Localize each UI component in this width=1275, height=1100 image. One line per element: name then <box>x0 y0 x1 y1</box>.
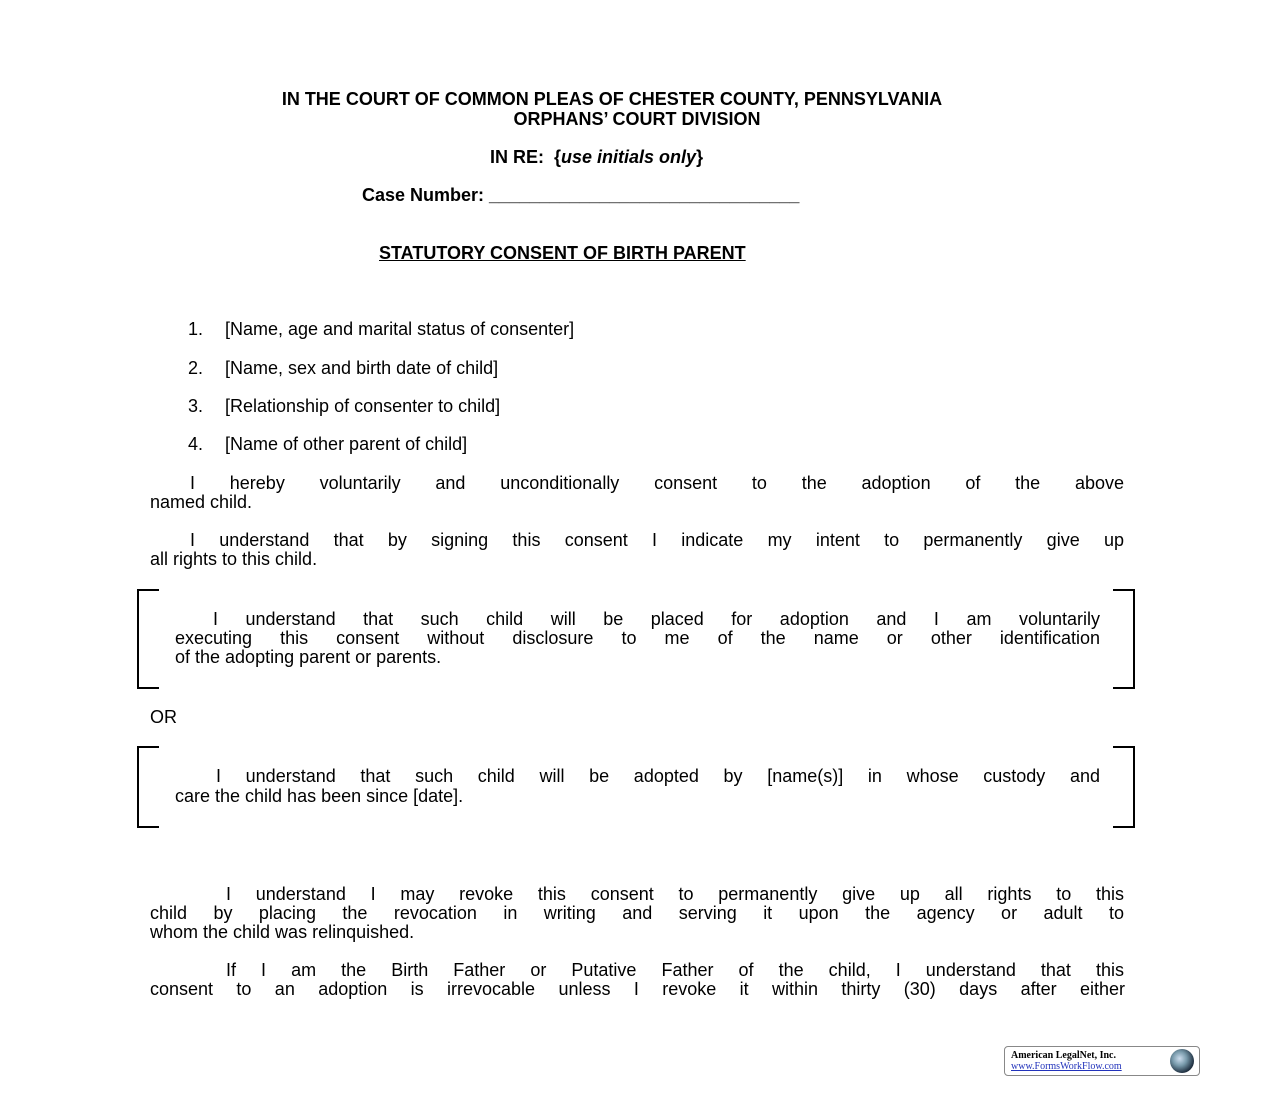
logo-url-link[interactable]: www.FormsWorkFlow.com <box>1011 1061 1122 1072</box>
paragraph-line: care the child has been since [date]. <box>175 786 464 806</box>
american-legalnet-logo[interactable] <box>1004 1046 1200 1076</box>
in-re-line <box>490 148 703 167</box>
item-number: 1. <box>188 319 204 339</box>
item-text: [Name of other parent of child] <box>225 434 468 454</box>
item-number: 2. <box>188 358 204 378</box>
item-number: 3. <box>188 396 204 416</box>
paragraph-line: executing this consent without disclosure to me of the name or other identification <box>175 628 1100 648</box>
document-title: STATUTORY CONSENT OF BIRTH PARENT <box>379 243 746 263</box>
paragraph-line: I understand that such child will be placed for adoption and I am voluntarily <box>213 609 1100 629</box>
paragraph-line: consent to an adoption is irrevocable unless I revoke it within thirty (30) days after either <box>150 979 1125 999</box>
list-item <box>188 319 575 339</box>
item-text: [Relationship of consenter to child] <box>225 396 501 416</box>
paragraph-line: I understand I may revoke this consent to permanently give up all rights to this <box>226 884 1124 904</box>
paragraph-line: I understand that such child will be adopted by [name(s)] in whose custody and <box>216 766 1100 786</box>
list-item <box>188 358 499 378</box>
item-number: 4. <box>188 434 204 454</box>
in-re-placeholder: use initials only <box>561 147 697 167</box>
paragraph-line: I hereby voluntarily and unconditionally consent to the adoption of the above <box>190 473 1124 493</box>
paragraph-line: whom the child was relinquished. <box>150 922 415 942</box>
item-text: [Name, sex and birth date of child] <box>225 358 499 378</box>
globe-icon <box>1170 1049 1194 1073</box>
right-bracket <box>1113 746 1135 828</box>
paragraph-line: of the adopting parent or parents. <box>175 647 442 667</box>
left-bracket <box>137 589 159 689</box>
case-number-label: Case Number: <box>362 185 490 205</box>
in-re-label: IN RE: { <box>490 147 562 167</box>
left-bracket <box>137 746 159 828</box>
or-separator: OR <box>150 707 177 727</box>
paragraph-line: child by placing the revocation in writing and serving it upon the agency or adult to <box>150 903 1124 923</box>
list-item <box>188 396 501 416</box>
item-text: [Name, age and marital status of consenter] <box>225 319 575 339</box>
list-item <box>188 434 468 454</box>
logo-company: American LegalNet, Inc. <box>1011 1050 1116 1061</box>
paragraph-line: I understand that by signing this consent I indicate my intent to permanently give up <box>190 530 1124 550</box>
paragraph-line: named child. <box>150 492 253 512</box>
court-heading: IN THE COURT OF COMMON PLEAS OF CHESTER COUNTY, PENNSYLVANIA <box>281 89 943 109</box>
right-bracket <box>1113 589 1135 689</box>
in-re-close: } <box>696 147 704 167</box>
division-heading: ORPHANS’ COURT DIVISION <box>513 109 761 129</box>
case-number-field[interactable]: _______________________________ <box>489 185 800 205</box>
case-number-line <box>362 186 799 205</box>
paragraph-line: If I am the Birth Father or Putative Father of the child, I understand that this <box>226 960 1124 980</box>
paragraph-line: all rights to this child. <box>150 549 318 569</box>
